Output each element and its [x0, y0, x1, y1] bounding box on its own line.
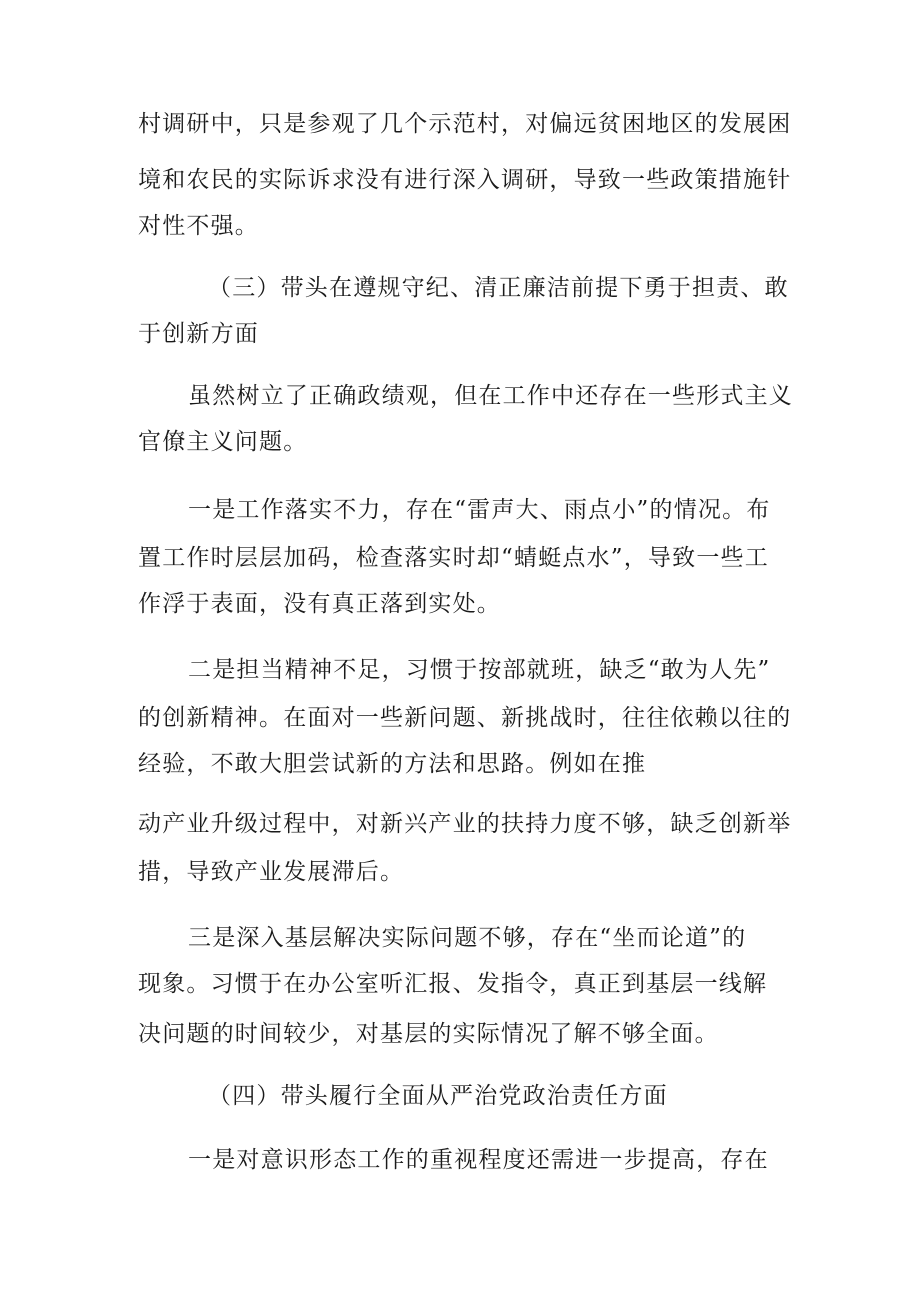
section-heading-3-line-2: 于创新方面: [138, 321, 259, 347]
text-line-7: 官僚主义问题。: [138, 429, 308, 455]
text-line-17: 现象。习惯于在办公室听汇报、发指令，真正到基层一线解: [138, 971, 768, 997]
text-line-18: 决问题的时间较少，对基层的实际情况了解不够全面。: [138, 1021, 719, 1047]
text-line-11: 二是担当精神不足，习惯于按部就班，缺乏“敢为人先”: [188, 657, 771, 683]
text-line-10: 作浮于表面，没有真正落到实处。: [138, 591, 501, 617]
text-line-2: 境和农民的实际诉求没有进行深入调研，导致一些政策措施针: [138, 167, 792, 193]
text-line-3: 对性不强。: [138, 213, 259, 239]
text-line-15: 措，导致产业发展滞后。: [138, 859, 405, 885]
text-line-12: 的创新精神。在面对一些新问题、新挑战时，往往依赖以往的: [138, 705, 792, 731]
section-heading-4: （四）带头履行全面从严治党政治责任方面: [208, 1083, 668, 1109]
text-line-1: 村调研中，只是参观了几个示范村，对偏远贫困地区的发展困: [138, 111, 792, 137]
section-heading-3-line-1: （三）带头在遵规守纪、清正廉洁前提下勇于担责、敢: [208, 275, 789, 301]
text-line-16: 三是深入基层解决实际问题不够，存在“坐而论道”的: [188, 925, 747, 951]
text-line-14: 动产业升级过程中，对新兴产业的扶持力度不够，缺乏创新举: [138, 811, 792, 837]
text-line-9: 置工作时层层加码，检查落实时却“蜻蜓点水”，导致一些工: [138, 545, 769, 571]
text-line-6: 虽然树立了正确政绩观，但在工作中还存在一些形式主义: [188, 383, 793, 409]
text-line-20: 一是对意识形态工作的重视程度还需进一步提高，存在: [188, 1147, 769, 1173]
text-line-8: 一是工作落实不力，存在“雷声大、雨点小”的情况。布: [188, 497, 771, 523]
text-line-13: 经验，不敢大胆尝试新的方法和思路。例如在推: [138, 751, 647, 777]
